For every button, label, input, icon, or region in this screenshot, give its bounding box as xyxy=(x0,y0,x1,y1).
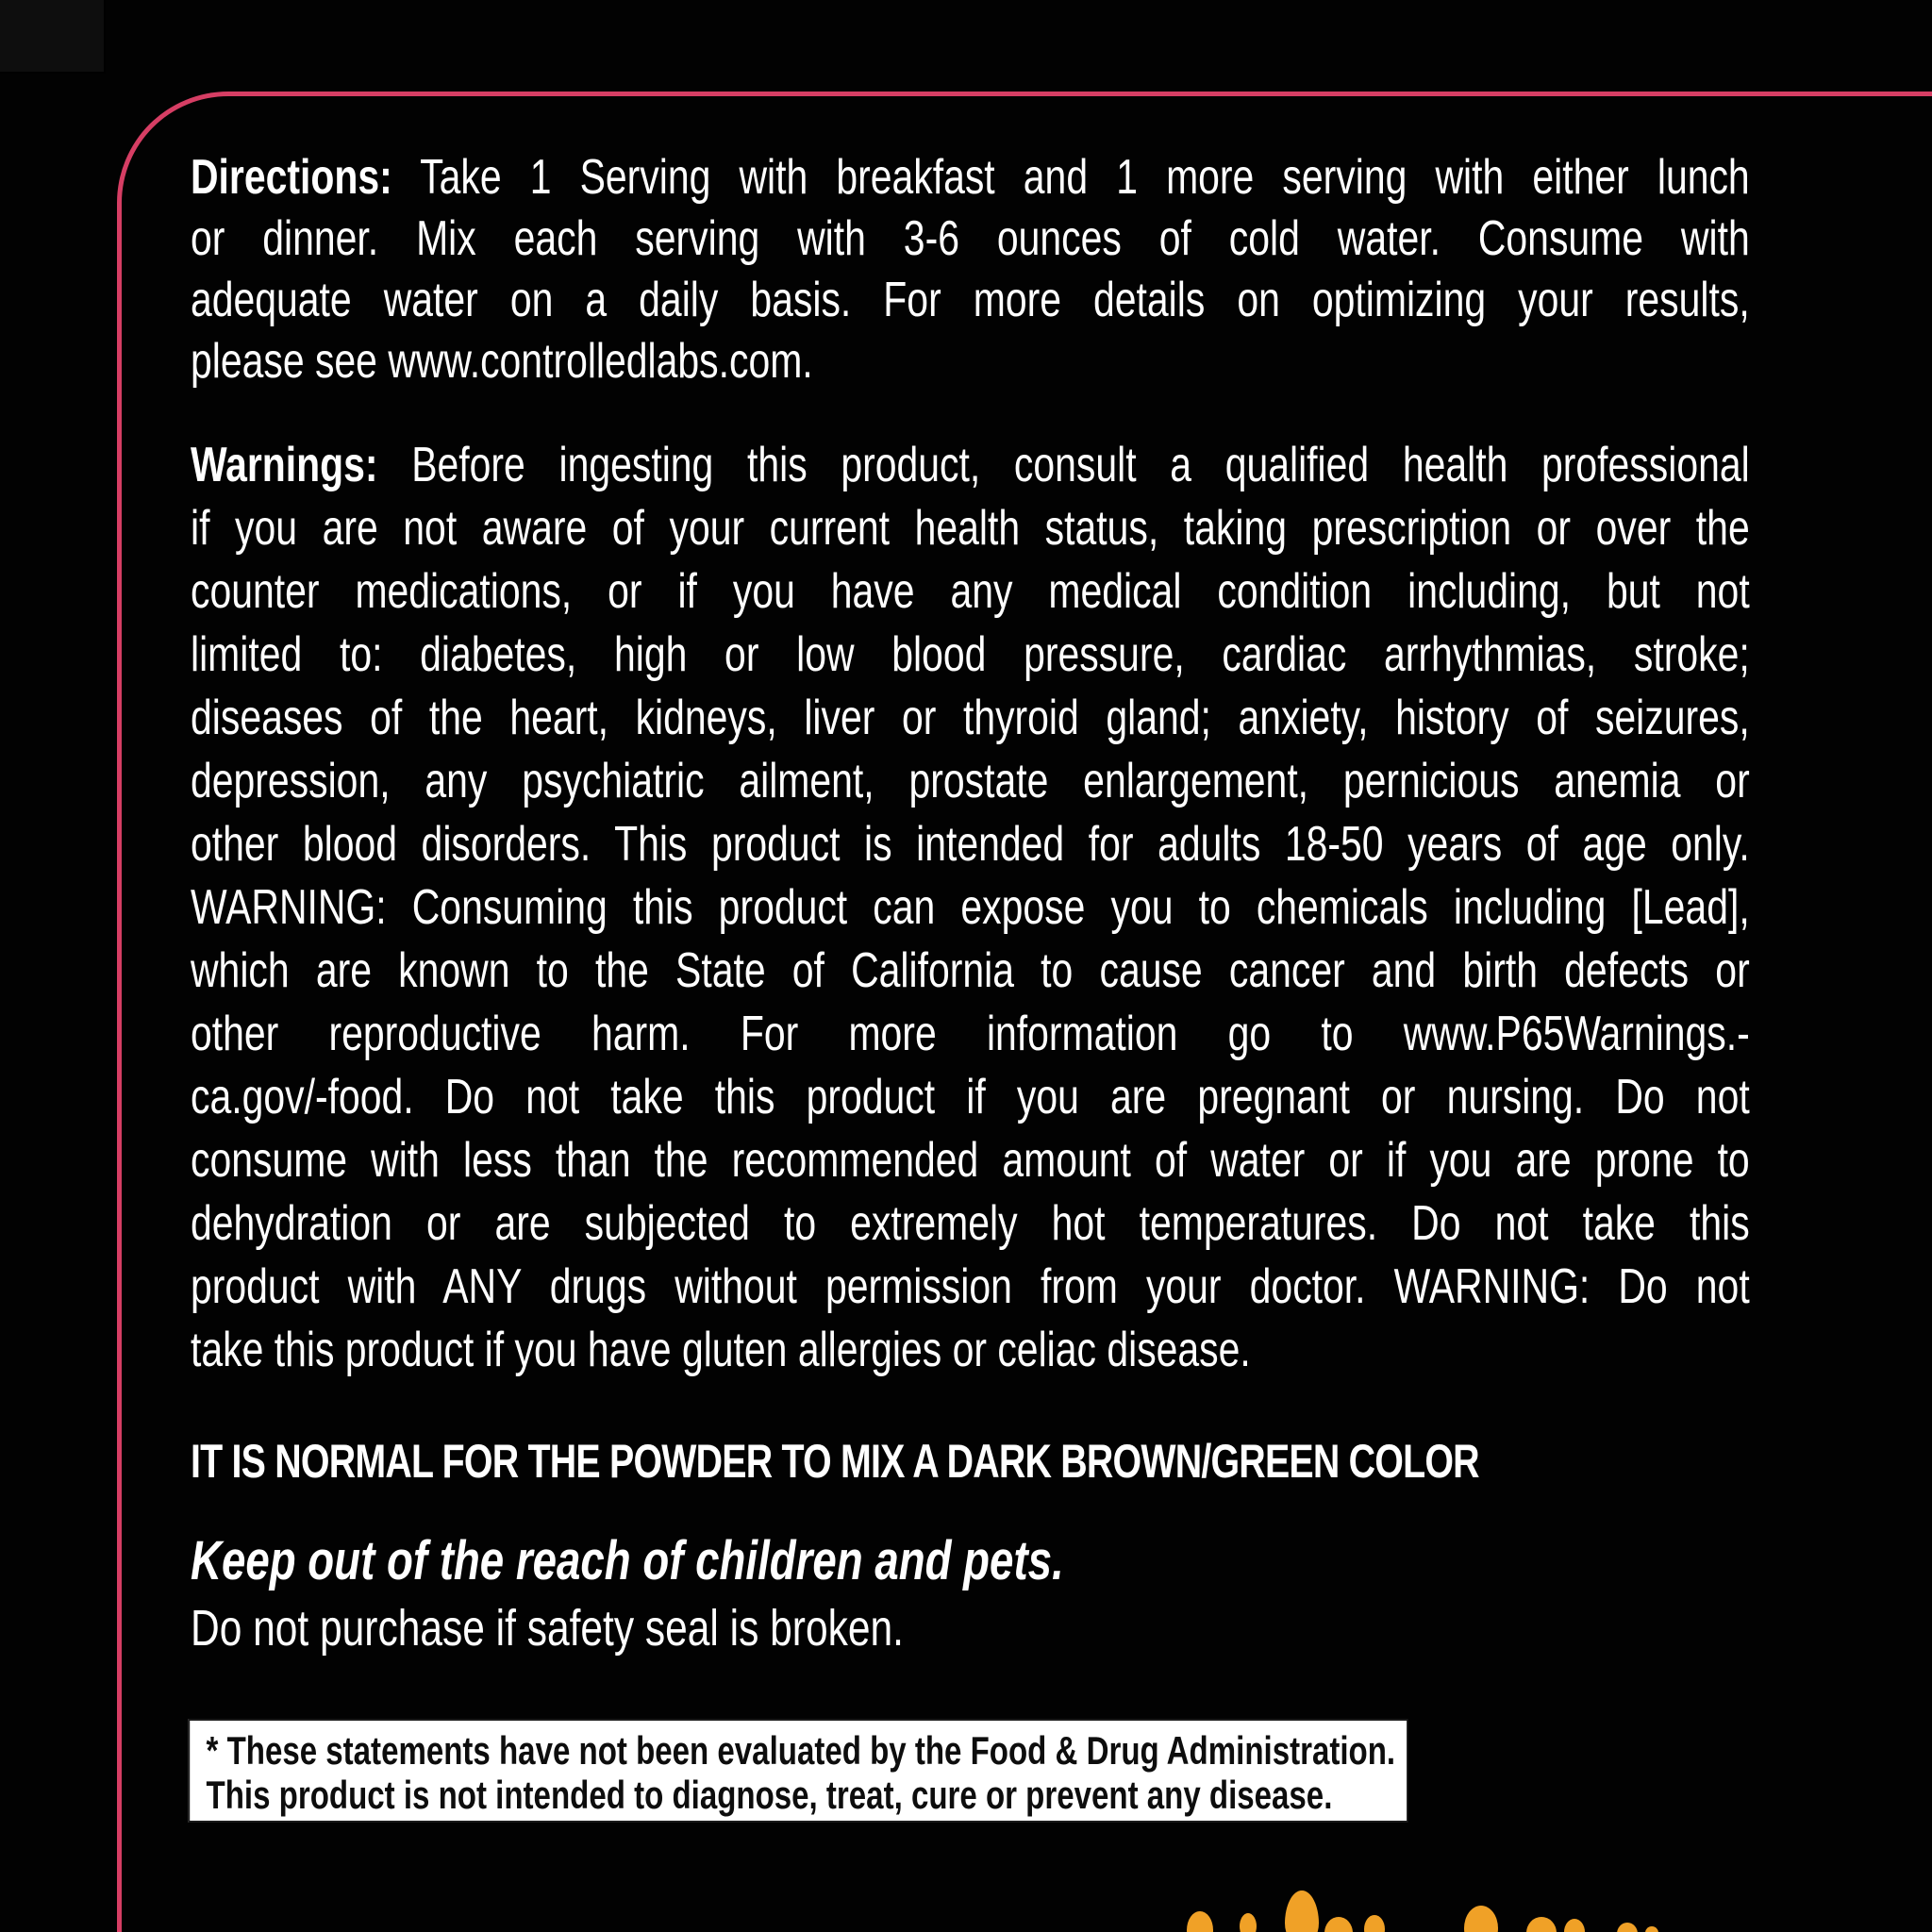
text-line: other blood disorders. This product is intended for adults 18-50 years of age only. xyxy=(191,817,1750,872)
text-line: dehydration or are subjected to extremely hot temperatures. Do not take this xyxy=(191,1196,1750,1251)
text-line: adequate water on a daily basis. For more details on optimizing your results, xyxy=(191,273,1750,327)
warnings-paragraph xyxy=(191,434,1750,1382)
text-line: or dinner. Mix each serving with 3-6 ounces of cold water. Consume with xyxy=(191,211,1750,266)
fda-disclaimer-box xyxy=(189,1719,1408,1823)
mix-color-note: IT IS NORMAL FOR THE POWDER TO MIX A DARK BROWN/GREEN COLOR xyxy=(191,1435,1479,1488)
text-line: product with ANY drugs without permission from your doctor. WARNING: Do not xyxy=(191,1259,1750,1314)
fda-disclaimer-line: * These statements have not been evaluated by the Food & Drug Administration. xyxy=(206,1728,1396,1773)
text-line: ca.gov/-food. Do not take this product if you are pregnant or nursing. Do not xyxy=(191,1070,1750,1124)
text-line: take this product if you have gluten allergies or celiac disease. xyxy=(191,1323,1251,1377)
warnings-heading: Warnings: xyxy=(191,438,378,492)
text-line: diseases of the heart, kidneys, liver or thyroid gland; anxiety, history of seizures, xyxy=(191,691,1750,745)
text-line: other reproductive harm. For more information go to www.P65Warnings.- xyxy=(191,1007,1750,1061)
text-line: WARNING: Consuming this product can expose you to chemicals including [Lead], xyxy=(191,880,1750,935)
text-line: consume with less than the recommended amount of water or if you are prone to xyxy=(191,1133,1750,1188)
photo-corner-shade xyxy=(0,0,106,74)
directions-paragraph xyxy=(191,147,1750,392)
text-line: if you are not aware of your current health status, taking prescription or over the xyxy=(191,501,1750,556)
text-line: Warnings: Before ingesting this product, consult a qualified health professional xyxy=(191,438,1750,492)
text-line: counter medications, or if you have any medical condition including, but not xyxy=(191,564,1750,619)
safety-seal-note: Do not purchase if safety seal is broken. xyxy=(191,1600,904,1657)
text-line: depression, any psychiatric ailment, prostate enlargement, pernicious anemia or xyxy=(191,754,1750,808)
text-line: Directions: Take 1 Serving with breakfast and 1 more serving with either lunch xyxy=(191,150,1750,205)
text-line: limited to: diabetes, high or low blood pressure, cardiac arrhythmias, stroke; xyxy=(191,627,1750,682)
text-line: which are known to the State of California to cause cancer and birth defects or xyxy=(191,943,1750,998)
keep-away-note: Keep out of the reach of children and pets. xyxy=(191,1530,1064,1591)
text-line: please see www.controlledlabs.com. xyxy=(191,334,813,389)
fda-disclaimer-line: This product is not intended to diagnose, treat, cure or prevent any disease. xyxy=(206,1773,1333,1817)
splash-drop xyxy=(1240,1913,1257,1932)
directions-heading: Directions: xyxy=(191,150,392,205)
